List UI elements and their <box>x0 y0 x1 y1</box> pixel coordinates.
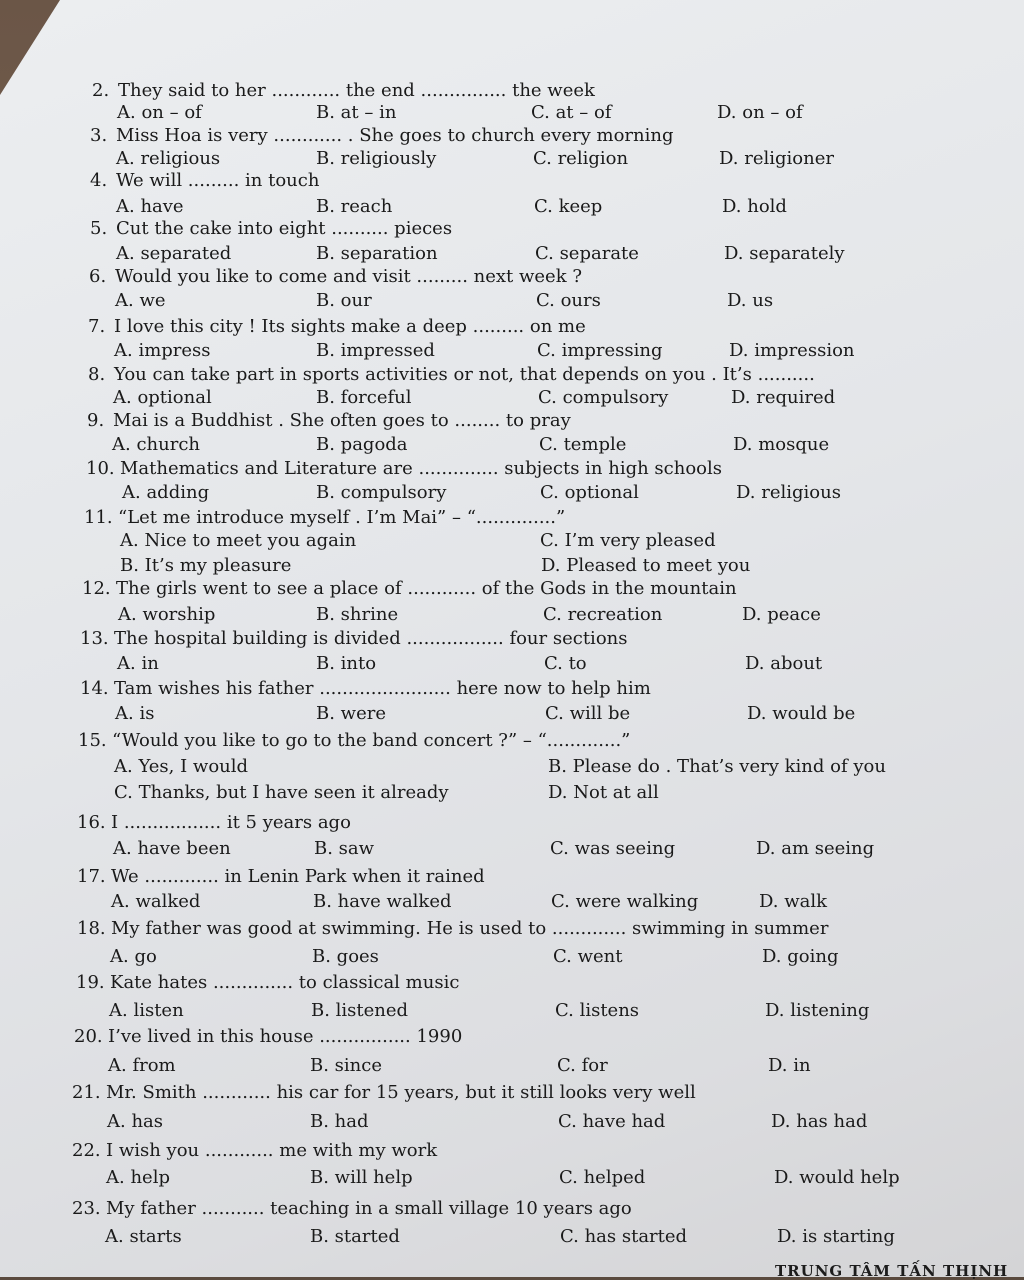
question-number: 14. <box>80 678 109 699</box>
answer-option: B. at – in <box>316 102 397 123</box>
answer-option: A. Yes, I would <box>114 756 249 777</box>
question-stem: Mai is a Buddhist . She often goes to ........ to pray <box>113 410 571 431</box>
answer-options-row <box>0 1000 1024 1022</box>
question-stem: Mathematics and Literature are .............. subjects in high schools <box>120 458 723 479</box>
answer-option: D. religioner <box>719 148 834 169</box>
answer-option: C. at – of <box>531 102 612 123</box>
answer-option: C. keep <box>534 196 603 217</box>
answer-option: B. religiously <box>316 148 437 169</box>
answer-option: D. Not at all <box>548 782 659 803</box>
answer-option: D. in <box>768 1055 811 1076</box>
answer-options-row <box>0 1055 1024 1077</box>
question-23 <box>0 1198 1024 1220</box>
answer-option: A. walked <box>111 891 201 912</box>
question-number: 10. <box>86 458 115 479</box>
answer-options-row <box>0 340 1024 362</box>
answer-option: B. our <box>316 290 372 311</box>
answer-option: C. optional <box>540 482 639 503</box>
answer-option: B. Please do . That’s very kind of you <box>548 756 886 777</box>
question-7 <box>0 316 1024 338</box>
question-21 <box>0 1082 1024 1104</box>
answer-option: A. starts <box>105 1226 182 1247</box>
answer-options-row <box>0 1167 1024 1189</box>
answer-option: D. impression <box>729 340 855 361</box>
question-4 <box>0 170 1024 192</box>
answer-option: D. us <box>727 290 774 311</box>
answer-option: A. in <box>117 653 159 674</box>
answer-option: A. is <box>115 703 155 724</box>
answer-option: C. Thanks, but I have seen it already <box>114 782 449 803</box>
answer-option: D. listening <box>765 1000 870 1021</box>
answer-option: C. I’m very pleased <box>540 530 716 551</box>
answer-option: C. helped <box>559 1167 646 1188</box>
answer-option: B. started <box>310 1226 400 1247</box>
question-9 <box>0 410 1024 432</box>
answer-option: A. on – of <box>117 102 202 123</box>
answer-option: A. help <box>106 1167 170 1188</box>
answer-option: B. goes <box>312 946 379 967</box>
question-stem: We ............. in Lenin Park when it rained <box>111 866 485 887</box>
answer-option: C. will be <box>545 703 631 724</box>
question-number: 16. <box>77 812 106 833</box>
answer-option: D. peace <box>742 604 821 625</box>
answer-option: B. shrine <box>316 604 399 625</box>
question-number: 22. <box>72 1140 101 1161</box>
answer-option: A. separated <box>116 243 232 264</box>
question-3 <box>0 125 1024 147</box>
answer-option: C. to <box>544 653 587 674</box>
answer-option: A. church <box>112 434 200 455</box>
answer-option: D. has had <box>771 1111 868 1132</box>
answer-option: C. was seeing <box>550 838 676 859</box>
question-19 <box>0 972 1024 994</box>
answer-option: B. pagoda <box>316 434 408 455</box>
answer-options-row <box>0 102 1024 124</box>
question-stem: The girls went to see a place of ............ of the Gods in the mountain <box>116 578 737 599</box>
answer-option: D. Pleased to meet you <box>541 555 751 576</box>
answer-option: C. for <box>557 1055 608 1076</box>
question-12 <box>0 578 1024 600</box>
answer-option: D. going <box>762 946 839 967</box>
answer-option: C. ours <box>536 290 601 311</box>
question-stem: Cut the cake into eight .......... pieces <box>116 218 453 239</box>
question-5 <box>0 218 1024 240</box>
answer-option: C. listens <box>555 1000 640 1021</box>
answer-options-row <box>0 482 1024 504</box>
answer-option: C. separate <box>535 243 639 264</box>
answer-options-row <box>0 530 1024 552</box>
answer-option: C. impressing <box>537 340 663 361</box>
answer-option: B. will help <box>310 1167 413 1188</box>
answer-option: B. impressed <box>316 340 435 361</box>
answer-option: A. religious <box>116 148 221 169</box>
answer-options-row <box>0 1226 1024 1248</box>
answer-option: B. reach <box>316 196 393 217</box>
answer-option: B. since <box>310 1055 382 1076</box>
answer-option: A. has <box>107 1111 164 1132</box>
answer-options-row <box>0 290 1024 312</box>
answer-option: B. separation <box>316 243 438 264</box>
answer-option: A. adding <box>122 482 210 503</box>
answer-option: A. Nice to meet you again <box>120 530 357 551</box>
answer-option: D. separately <box>724 243 845 264</box>
question-stem: Tam wishes his father ....................... here now to help him <box>114 678 651 699</box>
answer-options-row <box>0 148 1024 170</box>
question-15 <box>0 730 1024 752</box>
answer-option: A. go <box>110 946 157 967</box>
question-number: 18. <box>77 918 106 939</box>
answer-option: C. were walking <box>551 891 699 912</box>
question-stem: My father was good at swimming. He is used to ............. swimming in summer <box>111 918 829 939</box>
answer-option: B. listened <box>311 1000 409 1021</box>
answer-option: D. mosque <box>733 434 830 455</box>
question-stem: “Let me introduce myself . I’m Mai” – “..............” <box>118 507 566 528</box>
question-number: 11. <box>84 507 113 528</box>
question-stem: You can take part in sports activities or not, that depends on you . It’s .......... <box>114 364 815 385</box>
answer-option: B. were <box>316 703 386 724</box>
answer-option: D. hold <box>722 196 787 217</box>
question-number: 2. <box>92 80 110 101</box>
question-number: 4. <box>90 170 108 191</box>
footer-stamp: TRUNG TÂM TẤN THỊNH <box>775 1262 1009 1280</box>
question-17 <box>0 866 1024 888</box>
question-18 <box>0 918 1024 940</box>
question-number: 7. <box>88 316 106 337</box>
answer-option: B. into <box>316 653 377 674</box>
answer-option: A. have been <box>113 838 231 859</box>
answer-option: C. compulsory <box>538 387 669 408</box>
question-stem: Miss Hoa is very ............ . She goes to church every morning <box>116 125 674 146</box>
answer-option: D. am seeing <box>756 838 875 859</box>
answer-options-row <box>0 196 1024 218</box>
question-number: 3. <box>90 125 108 146</box>
question-number: 15. <box>78 730 107 751</box>
question-2 <box>0 80 1024 102</box>
question-number: 19. <box>76 972 105 993</box>
answer-option: A. impress <box>114 340 211 361</box>
answer-options-row <box>0 1111 1024 1133</box>
answer-option: A. we <box>115 290 166 311</box>
answer-options-row <box>0 555 1024 577</box>
answer-option: A. listen <box>109 1000 184 1021</box>
answer-option: D. on – of <box>717 102 803 123</box>
answer-option: C. temple <box>539 434 627 455</box>
answer-option: C. recreation <box>543 604 663 625</box>
answer-options-row <box>0 946 1024 968</box>
answer-options-row <box>0 653 1024 675</box>
answer-option: C. religion <box>533 148 629 169</box>
question-stem: I’ve lived in this house ................ 1990 <box>108 1026 463 1047</box>
question-number: 20. <box>74 1026 103 1047</box>
answer-option: B. It’s my pleasure <box>120 555 292 576</box>
answer-options-row <box>0 434 1024 456</box>
answer-option: B. saw <box>314 838 375 859</box>
question-stem: I love this city ! Its sights make a deep ......... on me <box>114 316 586 337</box>
answer-option: A. from <box>108 1055 176 1076</box>
answer-option: B. forceful <box>316 387 412 408</box>
question-number: 5. <box>90 218 108 239</box>
answer-option: A. worship <box>118 604 216 625</box>
question-8 <box>0 364 1024 386</box>
question-22 <box>0 1140 1024 1162</box>
question-number: 6. <box>89 266 107 287</box>
answer-option: D. would be <box>747 703 856 724</box>
answer-option: D. about <box>745 653 823 674</box>
answer-option: D. religious <box>736 482 841 503</box>
question-6 <box>0 266 1024 288</box>
answer-option: C. has started <box>560 1226 688 1247</box>
question-number: 9. <box>87 410 105 431</box>
question-stem: Kate hates .............. to classical music <box>110 972 460 993</box>
answer-option: B. have walked <box>313 891 452 912</box>
answer-option: A. have <box>116 196 184 217</box>
question-stem: We will ......... in touch <box>116 170 320 191</box>
answer-option: D. required <box>731 387 836 408</box>
question-14 <box>0 678 1024 700</box>
question-number: 12. <box>82 578 111 599</box>
question-10 <box>0 458 1024 480</box>
question-11 <box>0 507 1024 529</box>
question-stem: Would you like to come and visit ......... next week ? <box>115 266 582 287</box>
question-stem: Mr. Smith ............ his car for 15 years, but it still looks very well <box>106 1082 696 1103</box>
answer-option: D. would help <box>774 1167 900 1188</box>
question-number: 17. <box>77 866 106 887</box>
question-stem: “Would you like to go to the band concert ?” – “.............” <box>112 730 631 751</box>
answer-option: B. had <box>310 1111 369 1132</box>
question-number: 13. <box>80 628 109 649</box>
question-16 <box>0 812 1024 834</box>
answer-options-row <box>0 782 1024 804</box>
question-number: 23. <box>72 1198 101 1219</box>
question-stem: They said to her ............ the end ............... the week <box>118 80 595 101</box>
answer-options-row <box>0 838 1024 860</box>
question-stem: I ................. it 5 years ago <box>111 812 351 833</box>
answer-options-row <box>0 756 1024 778</box>
question-20 <box>0 1026 1024 1048</box>
answer-option: B. compulsory <box>316 482 447 503</box>
answer-option: A. optional <box>113 387 212 408</box>
answer-options-row <box>0 604 1024 626</box>
answer-options-row <box>0 891 1024 913</box>
answer-option: C. went <box>553 946 623 967</box>
question-stem: I wish you ............ me with my work <box>106 1140 438 1161</box>
answer-option: D. walk <box>759 891 828 912</box>
answer-options-row <box>0 387 1024 409</box>
answer-option: D. is starting <box>777 1226 895 1247</box>
question-number: 21. <box>72 1082 101 1103</box>
answer-option: C. have had <box>558 1111 666 1132</box>
question-stem: My father ........... teaching in a small village 10 years ago <box>106 1198 632 1219</box>
question-13 <box>0 628 1024 650</box>
question-number: 8. <box>88 364 106 385</box>
answer-options-row <box>0 703 1024 725</box>
answer-options-row <box>0 243 1024 265</box>
question-stem: The hospital building is divided ................. four sections <box>114 628 628 649</box>
